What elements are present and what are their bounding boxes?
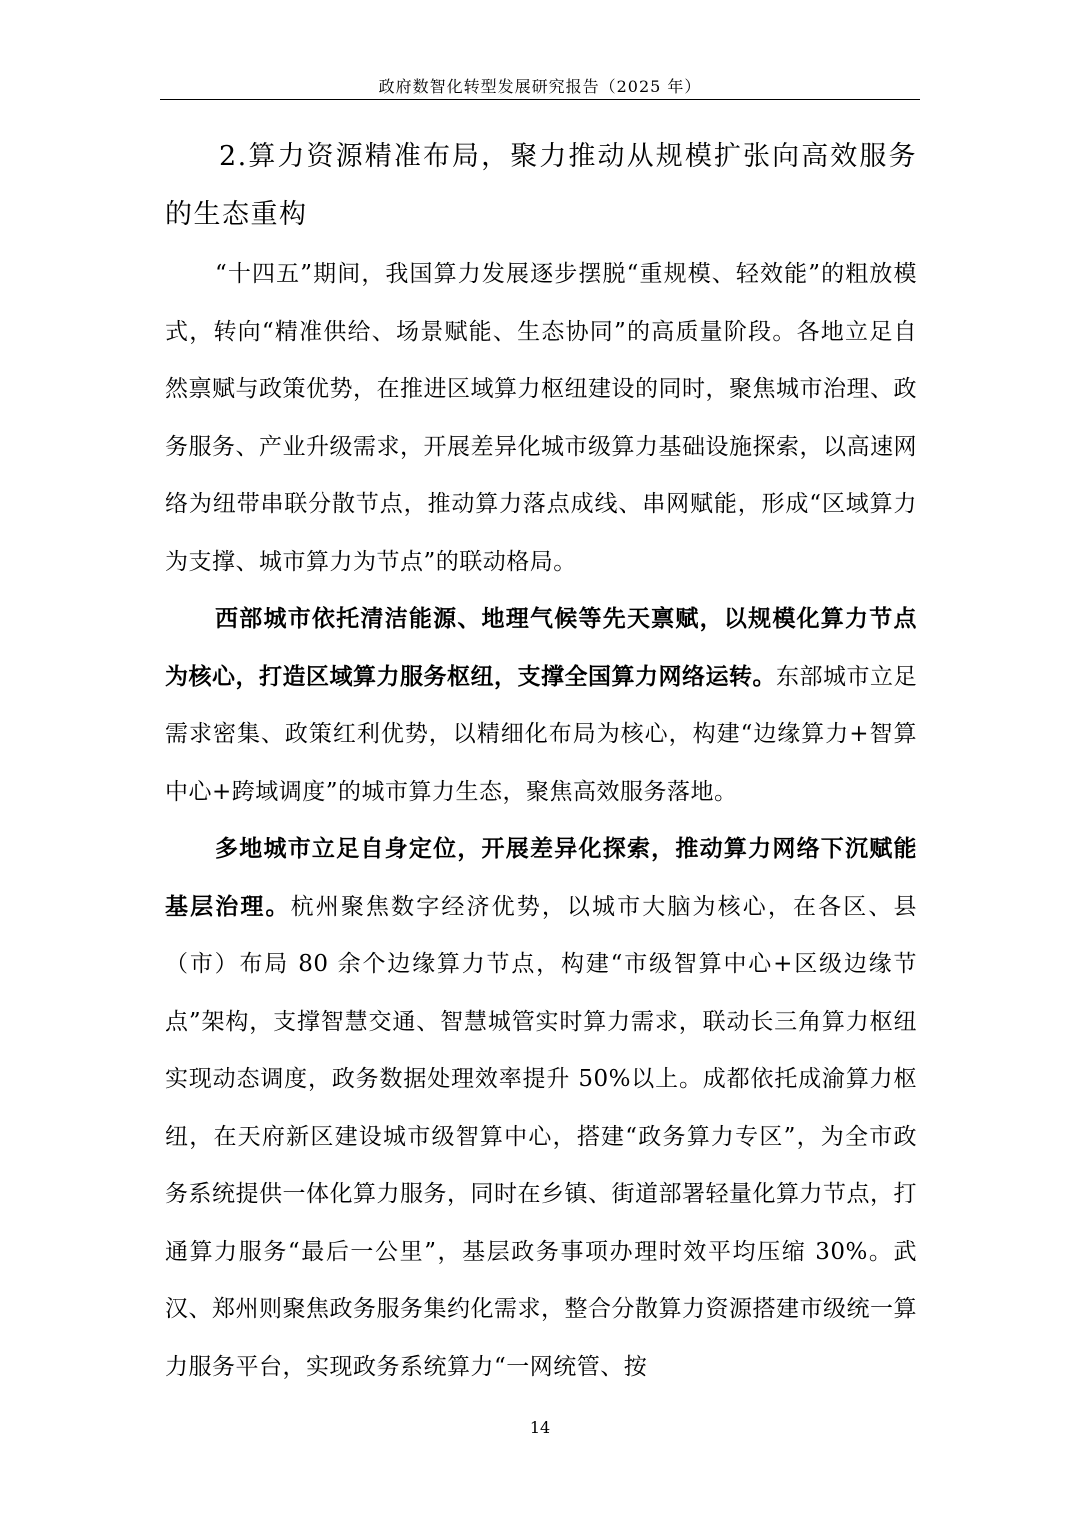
section-heading: 2.算力资源精准布局，聚力推动从规模扩张向高效服务的生态重构 xyxy=(165,141,917,230)
running-header: 政府数智化转型发展研究报告（2025 年） xyxy=(378,77,702,96)
paragraph-text: 杭州聚焦数字经济优势，以城市大脑为核心，在各区、县（市）布局 80 余个边缘算力节点，构建“市级智算中心+区级边缘节点”架构，支撑智慧交通、智慧城管实时算力需求，联动长三角算力枢纽实现动态调度，政务数据处理效率提升 50%以上。成都依托成渝算力枢纽，在天府新区建设城市级智算中心，搭建“政务算力专区”，为全市政务系统提供一体化算力服务，同时在乡镇、街道部署轻量化算力节点，打通算力服务“最后一公里”，基层政务事项办理时效平均压缩 30%。武汉、郑州则聚焦政务服务集约化需求，整合分散算力资源搭建市级统一算力服务平台，实现政务系统算力“一网统管、按 xyxy=(165,893,918,1380)
header-divider xyxy=(160,99,920,100)
body-paragraph-intro xyxy=(165,246,917,591)
paragraph-text: “十四五”期间，我国算力发展逐步摆脱“重规模、轻效能”的粗放模式，转向“精准供给、场景赋能、生态协同”的高质量阶段。各地立足自然禀赋与政策优势，在推进区域算力枢纽建设的同时，聚焦城市治理、政务服务、产业升级需求，开展差异化城市级算力基础设施探索，以高速网络为纽带串联分散节点，推动算力落点成线、串网赋能，形成“区域算力为支撑、城市算力为节点”的联动格局。 xyxy=(165,261,917,575)
body-paragraph-west-east xyxy=(165,591,917,821)
paragraph-bold-lead: 多地城市立足自身定位，开展差异化探索，推动算力网络下沉赋能基层治理。 xyxy=(165,836,917,920)
body-paragraph-city-cases xyxy=(165,821,917,1396)
paragraph-text: 东部城市立足需求密集、政策红利优势，以精细化布局为核心，构建“边缘算力+智算中心+跨域调度”的城市算力生态，聚焦高效服务落地。 xyxy=(165,663,917,805)
paragraph-bold-lead: 西部城市依托清洁能源、地理气候等先天禀赋，以规模化算力节点为核心，打造区域算力服务枢纽，支撑全国算力网络运转。 xyxy=(165,606,917,690)
page-number: 14 xyxy=(529,1418,551,1437)
page-body xyxy=(165,128,917,1396)
